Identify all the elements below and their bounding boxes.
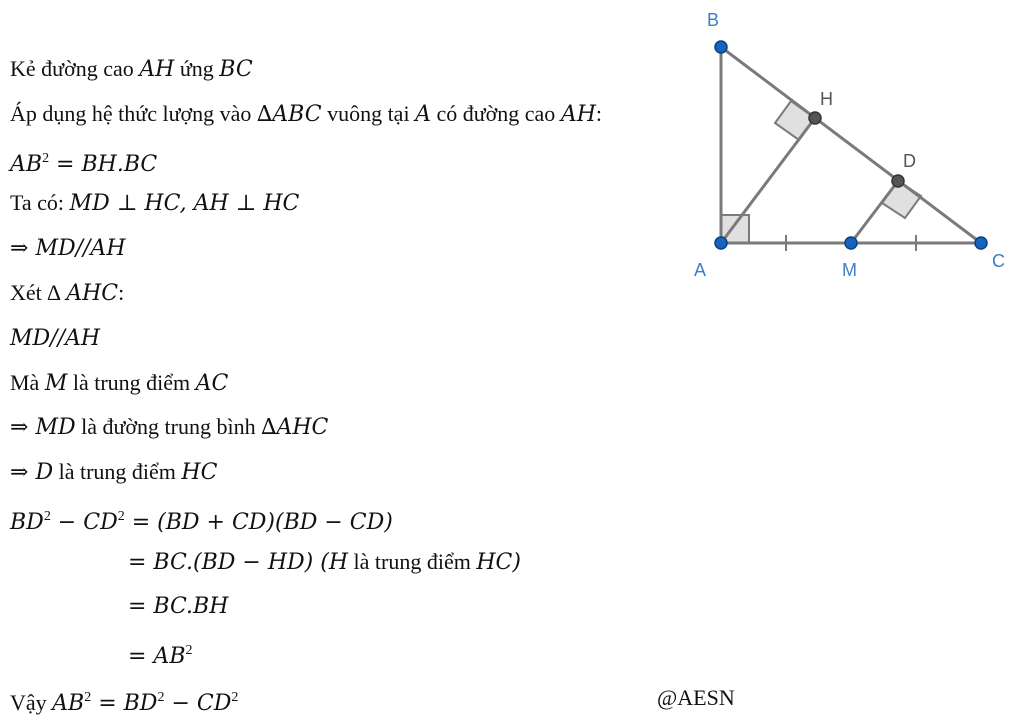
math: AB — [10, 152, 43, 177]
point-m — [845, 237, 857, 249]
text: Ta có: — [10, 190, 70, 215]
text: là đường trung bình — [75, 414, 262, 439]
point-a — [715, 237, 727, 249]
math: ∆ABC — [256, 102, 322, 127]
text: Áp dụng hệ thức lượng vào — [10, 101, 257, 126]
proof-line-11 — [10, 503, 393, 537]
proof-line-2 — [10, 100, 602, 129]
geometry-figure — [680, 0, 1024, 300]
exponent: 2 — [231, 690, 239, 705]
math: M — [44, 371, 68, 396]
math: AC — [195, 371, 229, 396]
watermark: @AESN — [657, 685, 735, 710]
point-b — [715, 41, 727, 53]
math: AB — [52, 691, 85, 716]
proof-line-3 — [10, 145, 157, 179]
proof-line-13 — [128, 592, 228, 621]
text: là trung điểm — [348, 549, 477, 574]
text: ứng — [174, 56, 220, 81]
proof-line-14 — [128, 637, 192, 671]
math: D — [35, 460, 54, 485]
exponent: 2 — [117, 509, 125, 524]
proof-line-12 — [128, 548, 521, 577]
math: A — [415, 102, 431, 127]
point-label-b: B — [707, 10, 720, 30]
proof-line-6 — [10, 279, 124, 308]
proof-line-8 — [10, 369, 228, 398]
point-label-h: H — [820, 89, 833, 109]
math: BD — [10, 510, 44, 535]
text: là trung điểm — [53, 459, 182, 484]
math: MD ⊥ HC, AH ⊥ HC — [69, 191, 300, 216]
math: − CD — [164, 691, 232, 716]
math: AHC — [66, 281, 119, 306]
point-c — [975, 237, 987, 249]
math: = AB — [128, 644, 186, 669]
proof-line-9 — [10, 413, 328, 442]
math: MD//AH — [35, 236, 126, 261]
math: BC — [219, 57, 253, 82]
text: Vậy — [10, 690, 53, 715]
implies-arrow: ⇒ — [10, 415, 36, 440]
math: MD//AH — [10, 326, 101, 351]
proof-line-7 — [10, 324, 100, 353]
point-d — [892, 175, 904, 187]
proof-line-5 — [10, 234, 126, 263]
proof-line-4 — [10, 189, 299, 218]
text: : — [595, 101, 603, 126]
segment-bc — [721, 47, 981, 243]
point-label-d: D — [903, 151, 916, 171]
proof-line-1 — [10, 55, 253, 84]
proof-line-15 — [10, 684, 238, 718]
math: ) — [512, 550, 521, 575]
text: có đường cao — [430, 101, 561, 126]
implies-arrow: ⇒ — [10, 460, 36, 485]
point-label-a: A — [694, 260, 707, 280]
text: Kẻ đường cao — [10, 56, 140, 81]
exponent: 2 — [42, 151, 50, 166]
point-h — [809, 112, 821, 124]
exponent: 2 — [84, 690, 92, 705]
math: = (BD + CD)(BD − CD) — [124, 510, 393, 535]
segment-ah — [721, 118, 815, 243]
exponent: 2 — [157, 690, 165, 705]
point-label-c: C — [992, 251, 1005, 271]
implies-arrow: ⇒ — [10, 236, 36, 261]
exponent: 2 — [43, 509, 51, 524]
text: vuông tại — [321, 101, 416, 126]
segment-md — [851, 181, 898, 243]
text: là trung điểm — [67, 370, 196, 395]
math: H — [328, 550, 349, 575]
exponent: 2 — [185, 643, 193, 658]
point-label-m: M — [842, 260, 857, 280]
math: MD — [35, 415, 76, 440]
math: AH — [139, 57, 175, 82]
math: ∆AHC — [261, 415, 329, 440]
text: : — [118, 280, 125, 305]
math: HC — [181, 460, 218, 485]
triangle-diagram — [680, 0, 1024, 300]
proof-text — [10, 0, 690, 727]
text: Mà — [10, 370, 45, 395]
math: = BD — [91, 691, 158, 716]
math: AH — [560, 102, 596, 127]
math: HC — [476, 550, 513, 575]
math: = BC.(BD − HD) ( — [128, 550, 329, 575]
proof-line-10 — [10, 458, 217, 487]
math: − CD — [50, 510, 118, 535]
math: = BH.BC — [49, 152, 158, 177]
text: Xét ∆ — [10, 280, 67, 305]
math: = BC.BH — [128, 594, 229, 619]
